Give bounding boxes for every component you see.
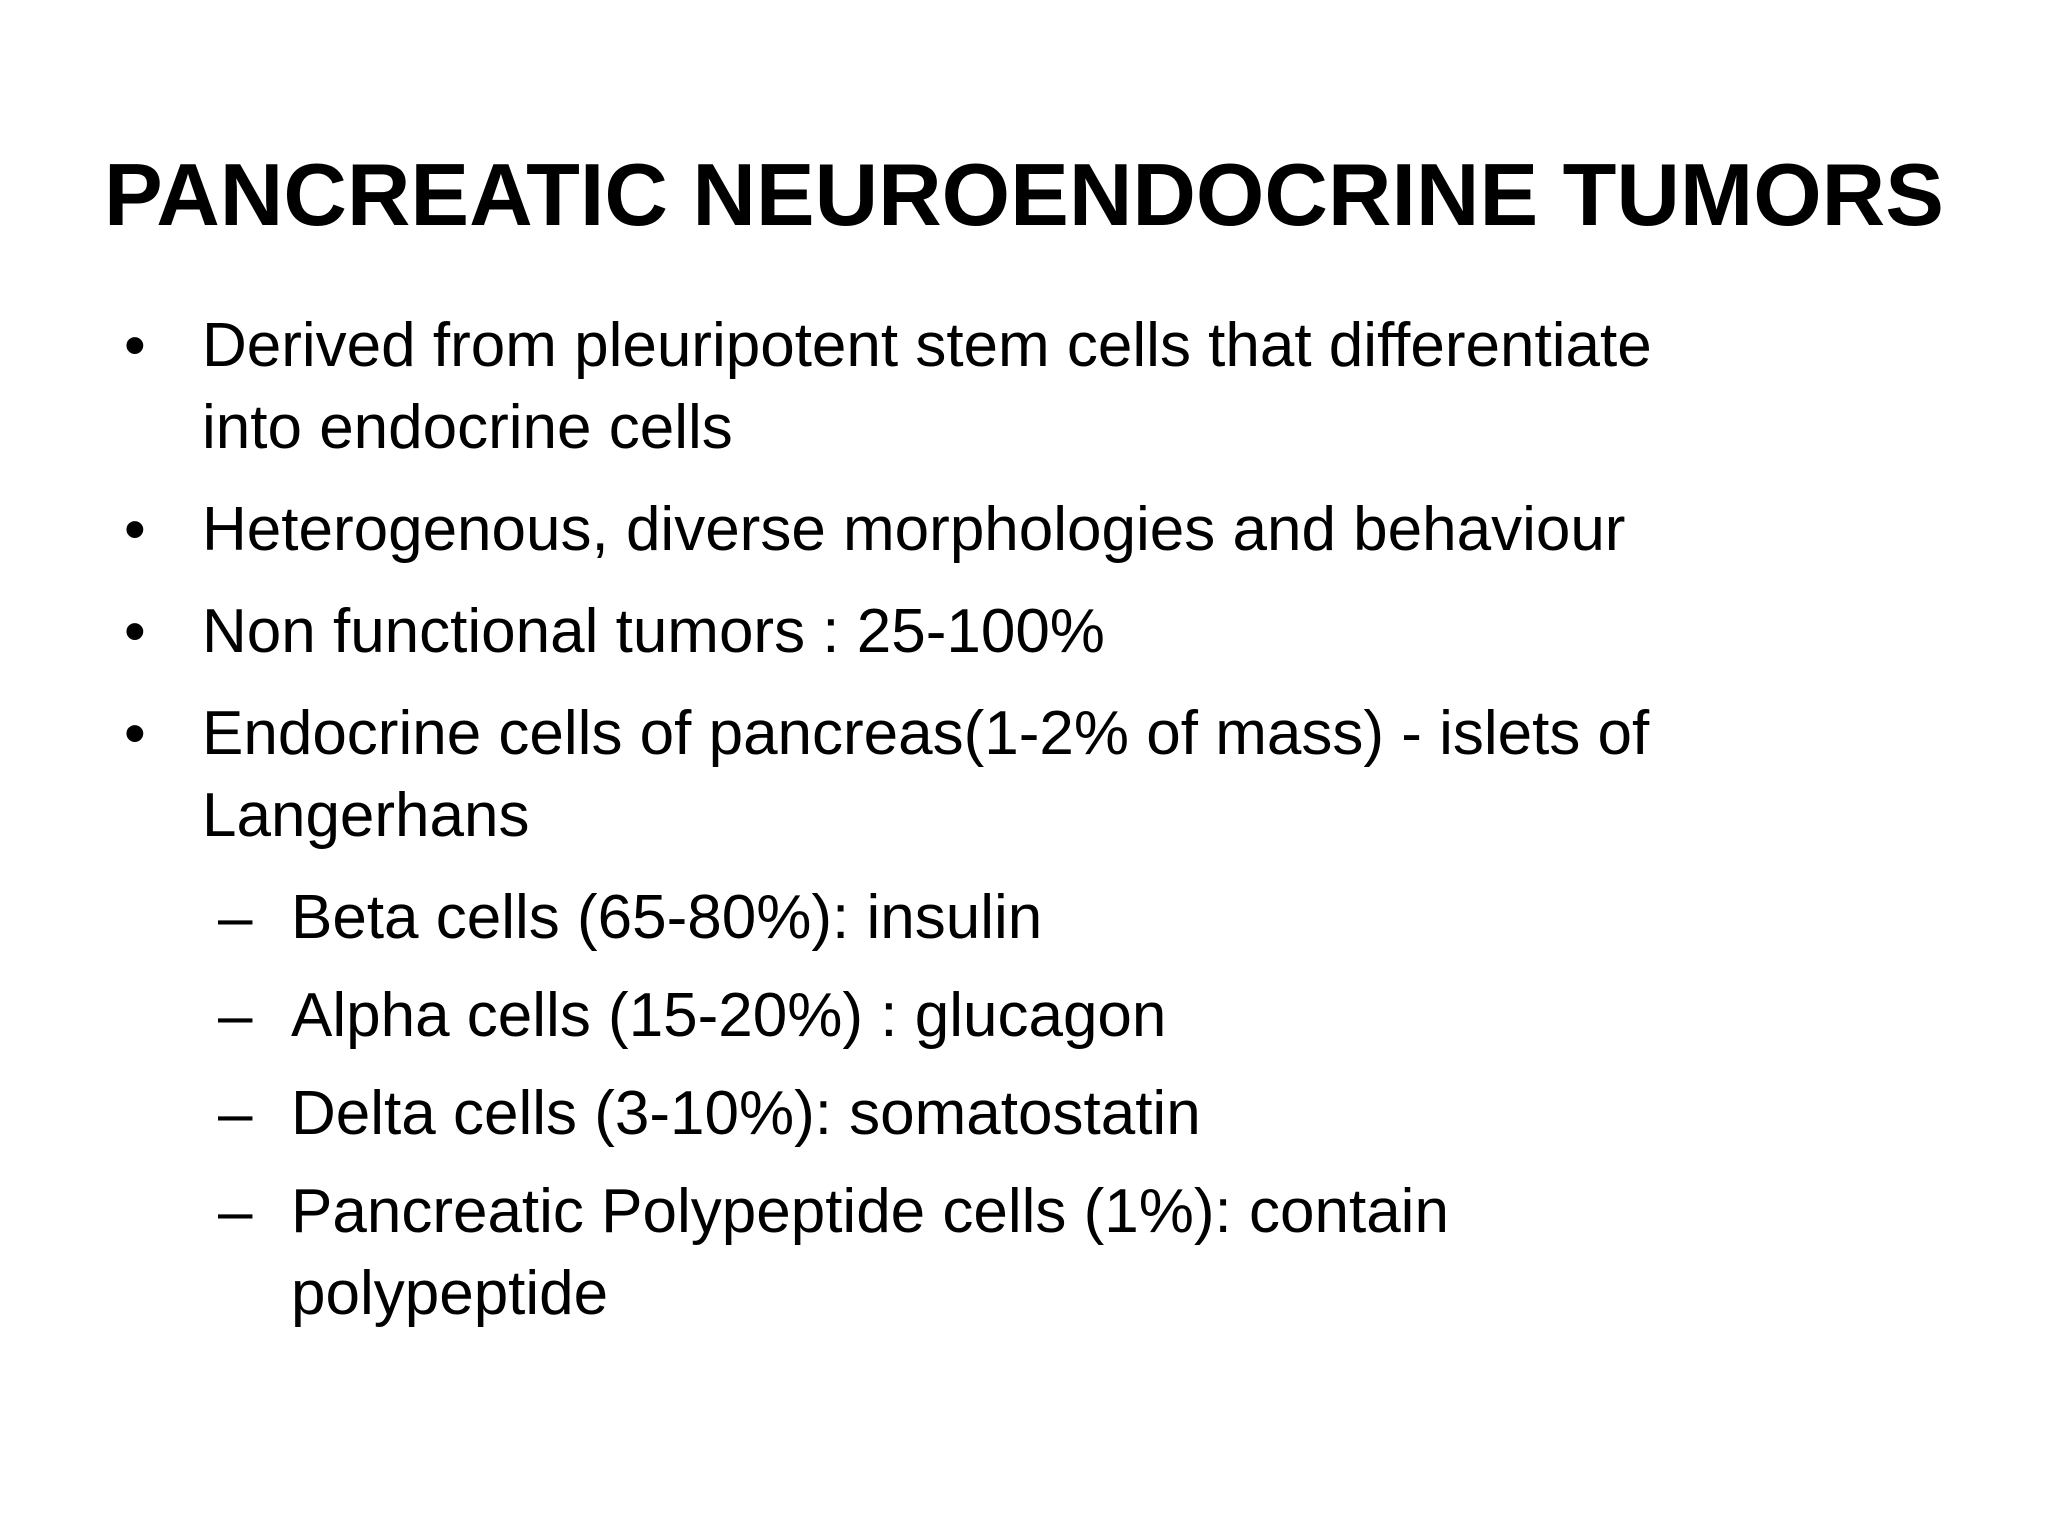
- bullet-marker: •: [124, 597, 146, 666]
- dash-marker: –: [218, 883, 253, 952]
- sub-bullet-item: [0, 877, 2048, 959]
- bullet-line: Endocrine cells of pancreas(1-2% of mass) - islets of: [202, 699, 1650, 768]
- bullet-item: [0, 591, 2048, 673]
- bullet-item: [0, 489, 2048, 571]
- sub-bullet-item: [0, 1073, 2048, 1155]
- bullet-line: Heterogenous, diverse morphologies and behaviour: [202, 495, 1626, 564]
- bullet-marker: •: [124, 699, 146, 768]
- sub-bullet-line: Delta cells (3-10%): somatostatin: [291, 1079, 1201, 1148]
- sub-bullet-line: Beta cells (65-80%): insulin: [291, 883, 1043, 952]
- bullet-line: Non functional tumors : 25-100%: [202, 597, 1105, 666]
- bullet-marker: •: [124, 495, 146, 564]
- bullet-line: Langerhans: [202, 781, 530, 850]
- sub-bullet-line: Pancreatic Polypeptide cells (1%): contain: [291, 1177, 1449, 1246]
- dash-marker: –: [218, 1079, 253, 1148]
- bullet-line: into endocrine cells: [202, 393, 733, 462]
- bullet-line: Derived from pleuripotent stem cells that differentiate: [202, 311, 1652, 380]
- sub-bullet-line: polypeptide: [291, 1259, 609, 1328]
- bullet-item: [0, 305, 2048, 469]
- bullet-item: [0, 693, 2048, 857]
- bullet-marker: •: [124, 311, 146, 380]
- bullet-list: [0, 305, 2048, 1351]
- dash-marker: –: [218, 981, 253, 1050]
- sub-bullet-line: Alpha cells (15-20%) : glucagon: [291, 981, 1167, 1050]
- sub-bullet-item: [0, 975, 2048, 1057]
- slide-title: PANCREATIC NEUROENDOCRINE TUMORS: [104, 145, 1944, 244]
- dash-marker: –: [218, 1177, 253, 1246]
- sub-bullet-item: [0, 1171, 2048, 1335]
